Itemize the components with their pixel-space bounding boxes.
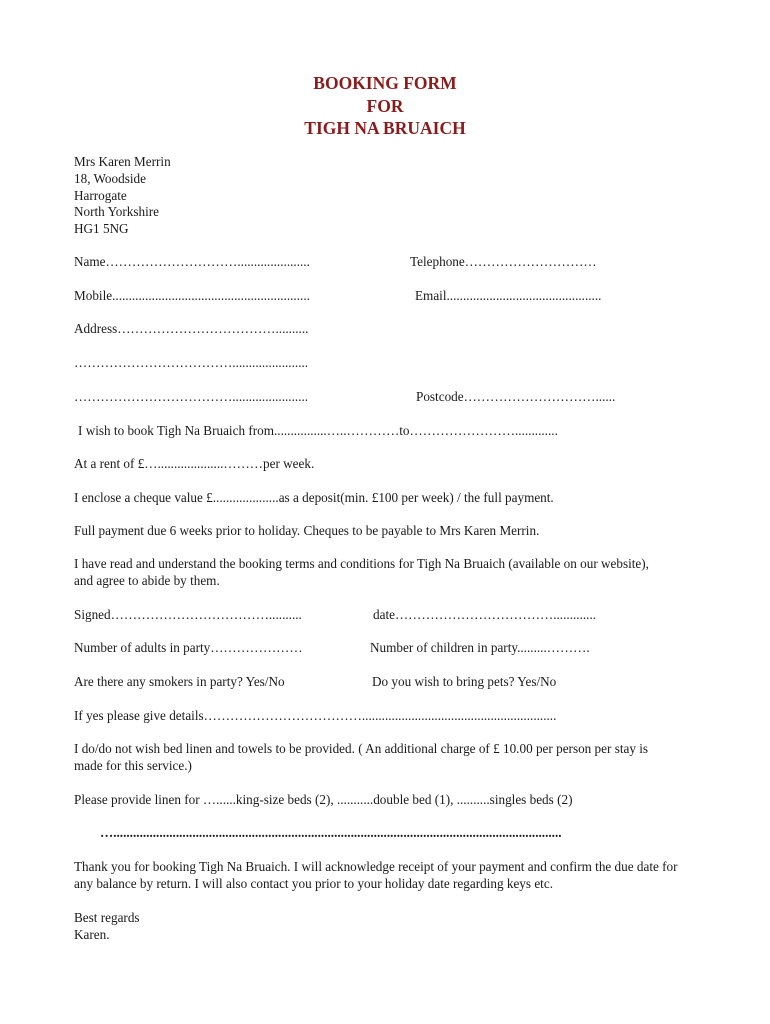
booking-dates-field[interactable]: I wish to book Tigh Na Bruaich from................…..…………to……………………............. [78,423,558,438]
name-field[interactable]: Name…………………………...................... [74,254,310,269]
owner-postcode: HG1 5NG [74,221,129,237]
owner-street: 18, Woodside [74,170,146,186]
date-field[interactable]: date………………………………............. [373,607,597,622]
best-regards: Best regards [74,910,140,925]
details-field[interactable]: If yes please give details………………………………........................................................... [74,708,557,723]
rent-field[interactable]: At a rent of £…....................………per week. [74,456,315,471]
separator-line: …........................................................................................................................................ [100,825,562,840]
title-line-2: FOR [366,95,404,116]
terms-statement: I have read and understand the booking terms and conditions for Tigh Na Bruaich (available on our website), and agree to abide by them. [74,556,649,588]
owner-name: Mrs Karen Merrin [74,154,171,169]
title-line-1: BOOKING FORM [313,73,457,93]
children-field[interactable]: Number of children in party.........………. [370,640,590,655]
adults-field[interactable]: Number of adults in party………………… [74,640,303,655]
email-field[interactable]: Email............................................... [415,288,602,303]
address-field-line-2[interactable]: ………………………………....................... [74,355,309,370]
telephone-field[interactable]: Telephone………………………… [410,254,597,269]
signed-field[interactable]: Signed……………………………….......... [74,607,302,622]
full-payment-note: Full payment due 6 weeks prior to holiday. Cheques to be payable to Mrs Karen Merrin. [74,523,540,538]
address-field-line-3[interactable]: ………………………………....................... [74,389,309,404]
provide-linen-field[interactable]: Please provide linen for …......king-size beds (2), ...........double bed (1), ..........singles beds (2) [74,792,573,807]
postcode-field[interactable]: Postcode…………………………...... [416,389,616,404]
owner-county: North Yorkshire [74,204,159,220]
smokers-question[interactable]: Are there any smokers in party? Yes/No [74,674,285,689]
mobile-field[interactable]: Mobile............................................................ [74,288,310,303]
form-title [0,72,770,140]
cheque-field[interactable]: I enclose a cheque value £....................as a deposit(min. £100 per week) / the full payment. [74,490,554,505]
signoff-name: Karen. [74,927,110,942]
owner-address [74,154,171,238]
pets-question[interactable]: Do you wish to bring pets? Yes/No [372,674,557,689]
owner-town: Harrogate [74,187,127,203]
thank-you-note: Thank you for booking Tigh Na Bruaich. I will acknowledge receipt of your payment and confirm the due date for any balance by return. I will also contact you prior to your holiday date regarding keys etc. [74,859,678,891]
title-line-3: TIGH NA BRUAICH [304,118,466,138]
address-field-line-1[interactable]: Address……………………………….......... [74,321,309,336]
linen-statement: I do/do not wish bed linen and towels to be provided. ( An additional charge of £ 10.00 per person per stay is made for this service.) [74,741,649,773]
